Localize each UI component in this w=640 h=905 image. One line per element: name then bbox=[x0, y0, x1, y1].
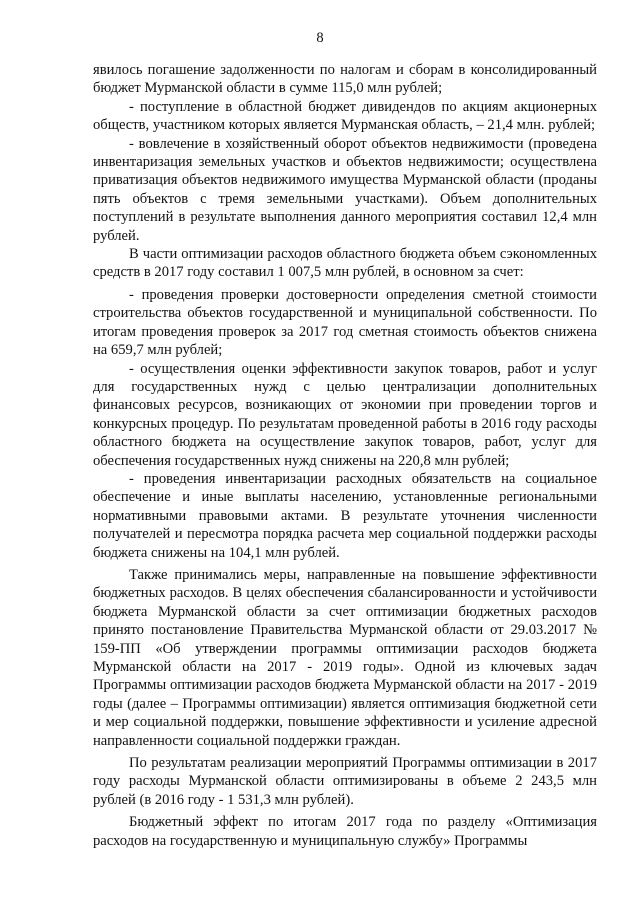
paragraph-budget-effect: Бюджетный эффект по итогам 2017 года по разделу «Оптимизация расходов на государственную и муниципальную службу» Программы bbox=[93, 814, 597, 849]
paragraph-cost-verification: - проведения проверки достоверности определения сметной стоимости строительства объектов государственной и муниципальной собственности. По итогам проведения проверок за 2017 год сметная стоимость объектов снижена на 659,7 млн рублей; bbox=[93, 286, 597, 359]
paragraph-expense-optimization: В части оптимизации расходов областного бюджета объем сэкономленных средств в 2017 году составил 1 007,5 млн рублей, в основном за счет: bbox=[93, 246, 597, 281]
paragraph-procurement: - осуществления оценки эффективности закупок товаров, работ и услуг для государственных нужд с целью централизации дополнительных финансовых ресурсов, возникающих от экономии при проведении торгов и конкурсных процедур. По результатам проведенной работы в 2016 году расходы областного бюджета на осуществление закупок товаров, работ, услуг для обеспечения государственных нужд снижены на 220,8 млн рублей; bbox=[93, 360, 597, 469]
paragraph-efficiency-measures: Также принимались меры, направленные на повышение эффективности бюджетных расходов. В целях обеспечения сбалансированности и устойчивости бюджета Мурманской области за счет оптимизации бюджетных расходов принято постановление Правительства Мурманской области от 29.03.2017 № 159-ПП «Об утверждении программы оптимизации расходов бюджета Мурманской области на 2017 - 2019 годы». Одной из ключевых задач Программы оптимизации расходов бюджета Мурманской области на 2017 - 2019 годы (далее – Программы оптимизации) является оптимизация бюджетной сети и мер социальной поддержки, повышение эффективности и усиление адресной направленности социальной поддержки граждан. bbox=[93, 566, 597, 749]
paragraph-inventory: - проведения инвентаризации расходных обязательств на социальное обеспечение и иные выплаты населению, установленные региональными нормативными правовыми актами. В результате уточнения численности получателей и пересмотра порядка расчета мер социальной поддержки расходы бюджета снижены на 104,1 млн рублей. bbox=[93, 470, 597, 561]
paragraph-program-results: По результатам реализации мероприятий Программы оптимизации в 2017 году расходы Мурманской области оптимизированы в объеме 2 243,5 млн рублей (в 2016 году - 1 531,3 млн рублей). bbox=[93, 755, 597, 808]
page-number: 8 bbox=[316, 30, 324, 46]
paragraph-real-estate: - вовлечение в хозяйственный оборот объектов недвижимости (проведена инвентаризация земельных участков и объектов недвижимости; осуществлена приватизация объектов недвижимого имущества Мурманской области (проданы пять объектов с тремя земельными участками). Объем дополнительных поступлений в результате выполнения данного мероприятия составил 12,4 млн рублей. bbox=[93, 135, 597, 244]
paragraph-continuation: явилось погашение задолженности по налогам и сборам в консолидированный бюджет Мурманской области в сумме 115,0 млн рублей; bbox=[93, 62, 597, 97]
document-body bbox=[93, 61, 597, 850]
paragraph-dividends: - поступление в областной бюджет дивидендов по акциям акционерных обществ, участником которых является Мурманская область, – 21,4 млн. рублей; bbox=[93, 98, 597, 134]
